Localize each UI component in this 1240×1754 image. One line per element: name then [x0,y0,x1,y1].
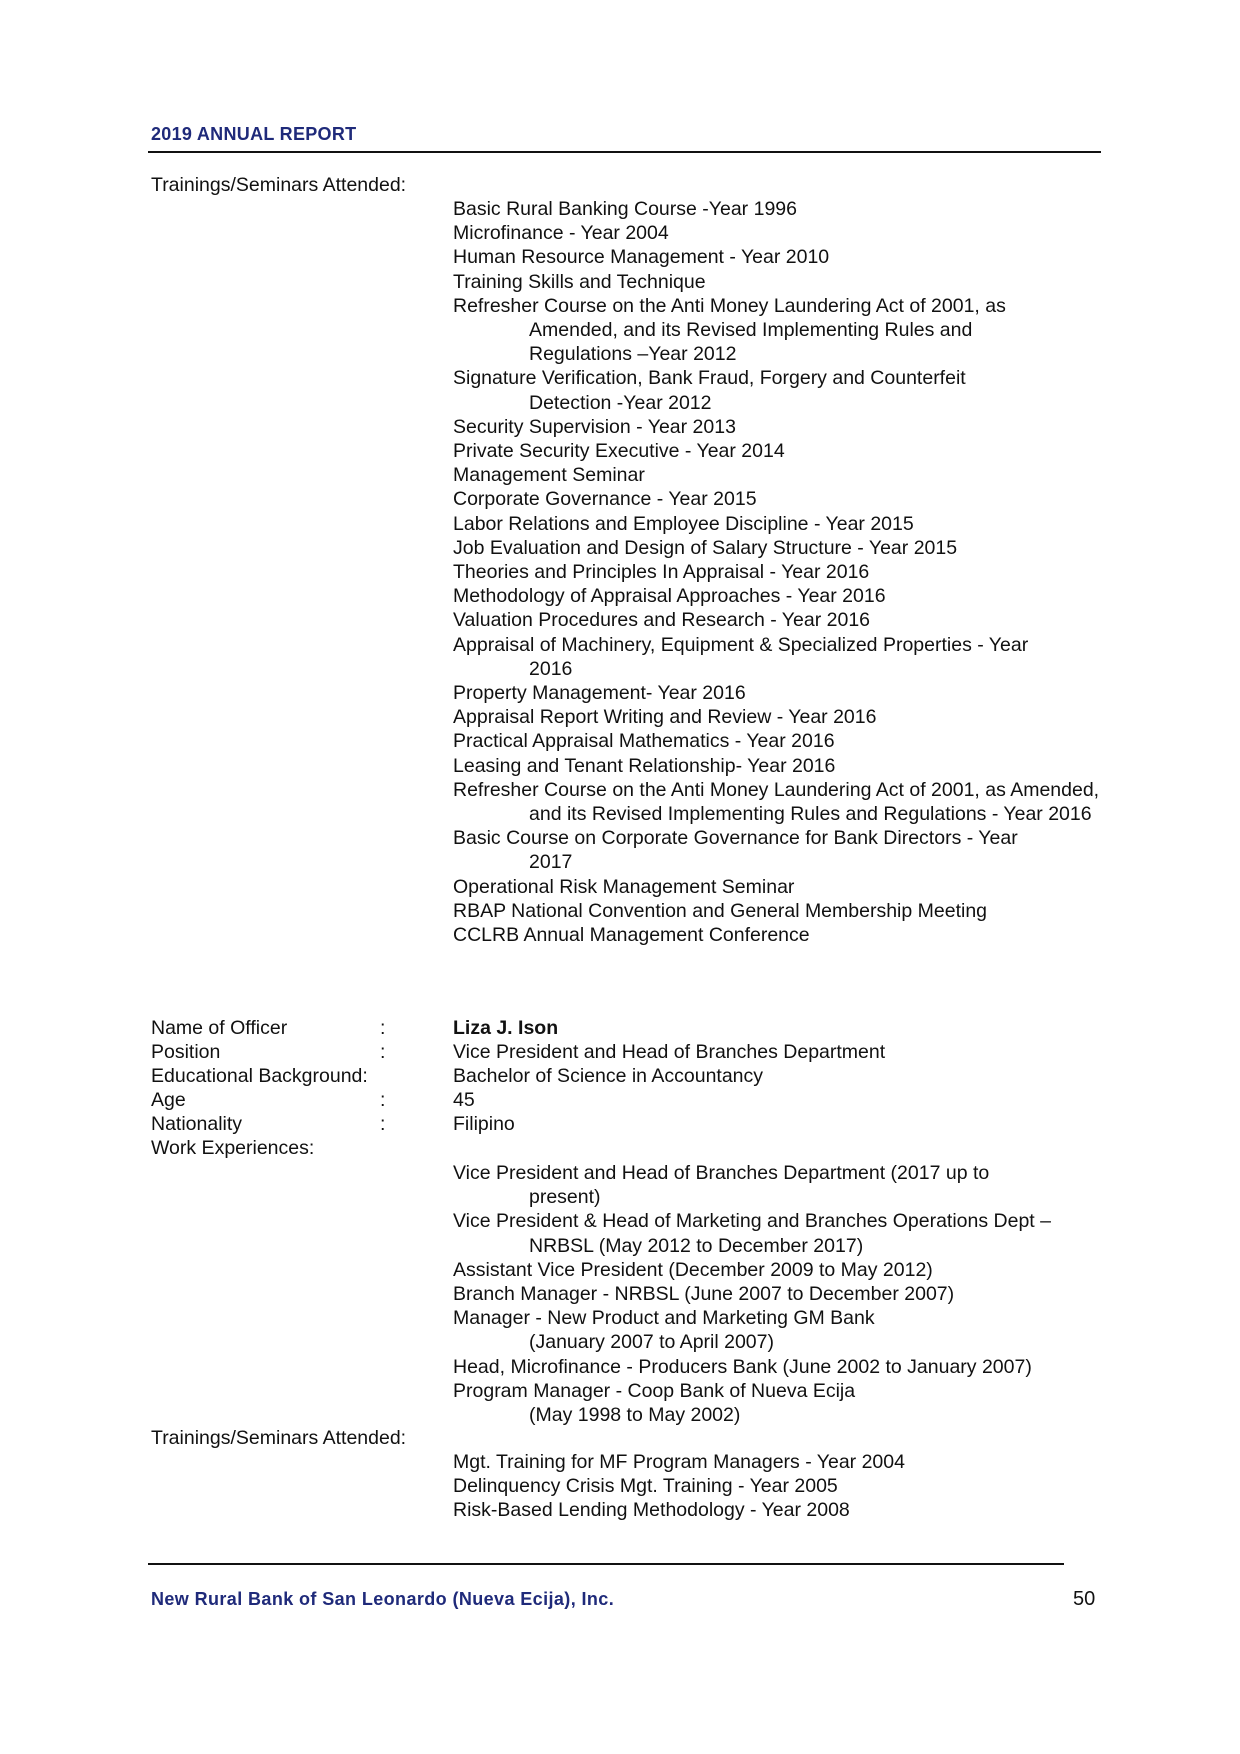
list-item-text: Signature Verification, Bank Fraud, Forgery and Counterfeit [453,367,966,390]
list-item-text: Microfinance - Year 2004 [453,222,669,245]
list-item [453,270,1099,294]
list-item-continuation: and its Revised Implementing Rules and Regulations - Year 2016 [529,803,1092,826]
list-item [453,512,1099,536]
list-item-text: Theories and Principles In Appraisal - Year 2016 [453,561,870,584]
list-item [453,536,1099,560]
list-item [453,439,1099,463]
page-number: 50 [1073,1588,1096,1610]
list-item [453,754,1099,778]
trainings-label: Trainings/Seminars Attended: [151,174,407,196]
list-item-text: Branch Manager - NRBSL (June 2007 to December 2007) [453,1283,955,1306]
list-item-text: Valuation Procedures and Research - Year 2016 [453,609,871,632]
list-item [453,705,1099,729]
list-item-continuation: (January 2007 to April 2007) [529,1331,774,1354]
list-item-text: Risk-Based Lending Methodology - Year 2008 [453,1499,850,1522]
officer-trainings-list [453,1450,905,1523]
list-item-text: Leasing and Tenant Relationship- Year 2016 [453,754,836,777]
list-item [453,487,1099,511]
list-item-continuation: 2016 [529,657,573,680]
list-item [453,875,1099,899]
list-item-text: Refresher Course on the Anti Money Laundering Act of 2001, as [453,294,1006,317]
list-item-text: Appraisal Report Writing and Review - Year 2016 [453,706,877,729]
list-item-text: CCLRB Annual Management Conference [453,924,810,947]
list-item [453,1474,905,1498]
footer-divider [148,1563,1064,1565]
education-label: Educational Background: [151,1065,368,1087]
colon: : [380,1113,386,1135]
nationality-label: Nationality [151,1113,243,1135]
list-item-text: Job Evaluation and Design of Salary Structure - Year 2015 [453,536,958,559]
list-item [453,1258,1051,1282]
position-value: Vice President and Head of Branches Department [453,1041,886,1063]
list-item [453,1209,1051,1257]
list-item [453,560,1099,584]
age-value: 45 [453,1089,475,1111]
list-item-text: Private Security Executive - Year 2014 [453,440,785,463]
list-item-text: Assistant Vice President (December 2009 to May 2012) [453,1258,933,1281]
list-item-text: Security Supervision - Year 2013 [453,415,736,438]
list-item-text: Property Management- Year 2016 [453,682,746,705]
list-item [453,221,1099,245]
work-experiences-label: Work Experiences: [151,1137,315,1159]
list-item-text: Methodology of Appraisal Approaches - Year 2016 [453,585,886,608]
list-item [453,729,1099,753]
list-item-continuation: 2017 [529,851,573,874]
colon: : [380,1041,386,1063]
list-item-text: Basic Course on Corporate Governance for Bank Directors - Year [453,827,1018,850]
list-item [453,463,1099,487]
list-item-text: Human Resource Management - Year 2010 [453,246,830,269]
list-item-text: Vice President & Head of Marketing and Branches Operations Dept – [453,1210,1051,1233]
age-label: Age [151,1089,186,1111]
list-item-text: Labor Relations and Employee Discipline - Year 2015 [453,512,914,535]
list-item-text: Manager - New Product and Marketing GM Bank [453,1307,875,1330]
list-item [453,245,1099,269]
list-item-text: Delinquency Crisis Mgt. Training - Year 2005 [453,1475,838,1498]
list-item-continuation: Amended, and its Revised Implementing Rules and [529,319,973,342]
list-item [453,584,1099,608]
list-item [453,1498,905,1522]
list-item-continuation: present) [529,1186,601,1209]
list-item [453,1379,1051,1427]
education-value: Bachelor of Science in Accountancy [453,1065,764,1087]
list-item-text: Basic Rural Banking Course -Year 1996 [453,198,797,220]
list-item-text: Appraisal of Machinery, Equipment & Specialized Properties - Year [453,633,1029,656]
list-item-text: Refresher Course on the Anti Money Laundering Act of 2001, as Amended, [453,778,1100,801]
officer-name-value: Liza J. Ison [453,1017,559,1039]
list-item-continuation: (May 1998 to May 2002) [529,1404,741,1427]
list-item [453,826,1099,874]
colon: : [380,1089,386,1111]
list-item-text: Vice President and Head of Branches Department (2017 up to [453,1162,990,1184]
list-item [453,294,1099,367]
list-item [453,1450,905,1474]
list-item-continuation: Regulations –Year 2012 [529,343,737,366]
list-item [453,366,1099,414]
list-item [453,1161,1051,1209]
list-item [453,608,1099,632]
list-item-continuation: NRBSL (May 2012 to December 2017) [529,1234,864,1257]
nationality-value: Filipino [453,1113,515,1135]
officer-name-label: Name of Officer [151,1017,288,1039]
list-item-text: Corporate Governance - Year 2015 [453,488,757,511]
list-item [453,899,1099,923]
report-header-title: 2019 ANNUAL REPORT [151,124,357,144]
list-item-text: Program Manager - Coop Bank of Nueva Ecija [453,1379,856,1402]
list-item-text: Practical Appraisal Mathematics - Year 2016 [453,730,835,753]
list-item-text: RBAP National Convention and General Membership Meeting [453,899,988,922]
list-item [453,197,1099,221]
list-item [453,633,1099,681]
trainings-list [453,197,1099,947]
list-item-text: Operational Risk Management Seminar [453,875,795,898]
header-divider [148,151,1101,153]
list-item [453,778,1099,826]
list-item-text: Management Seminar [453,464,645,487]
list-item [453,923,1099,947]
list-item-text: Mgt. Training for MF Program Managers - Year 2004 [453,1451,905,1473]
list-item [453,1282,1051,1306]
footer-bank-name: New Rural Bank of San Leonardo (Nueva Ecija), Inc. [151,1589,615,1609]
position-label: Position [151,1041,221,1063]
list-item [453,681,1099,705]
work-experiences-list [453,1161,1051,1427]
list-item [453,415,1099,439]
officer-trainings-label: Trainings/Seminars Attended: [151,1427,407,1449]
list-item-text: Head, Microfinance - Producers Bank (June 2002 to January 2007) [453,1355,1032,1378]
list-item-continuation: Detection -Year 2012 [529,391,712,414]
list-item [453,1306,1051,1354]
list-item-text: Training Skills and Technique [453,270,706,293]
list-item [453,1355,1051,1379]
colon: : [380,1017,386,1039]
